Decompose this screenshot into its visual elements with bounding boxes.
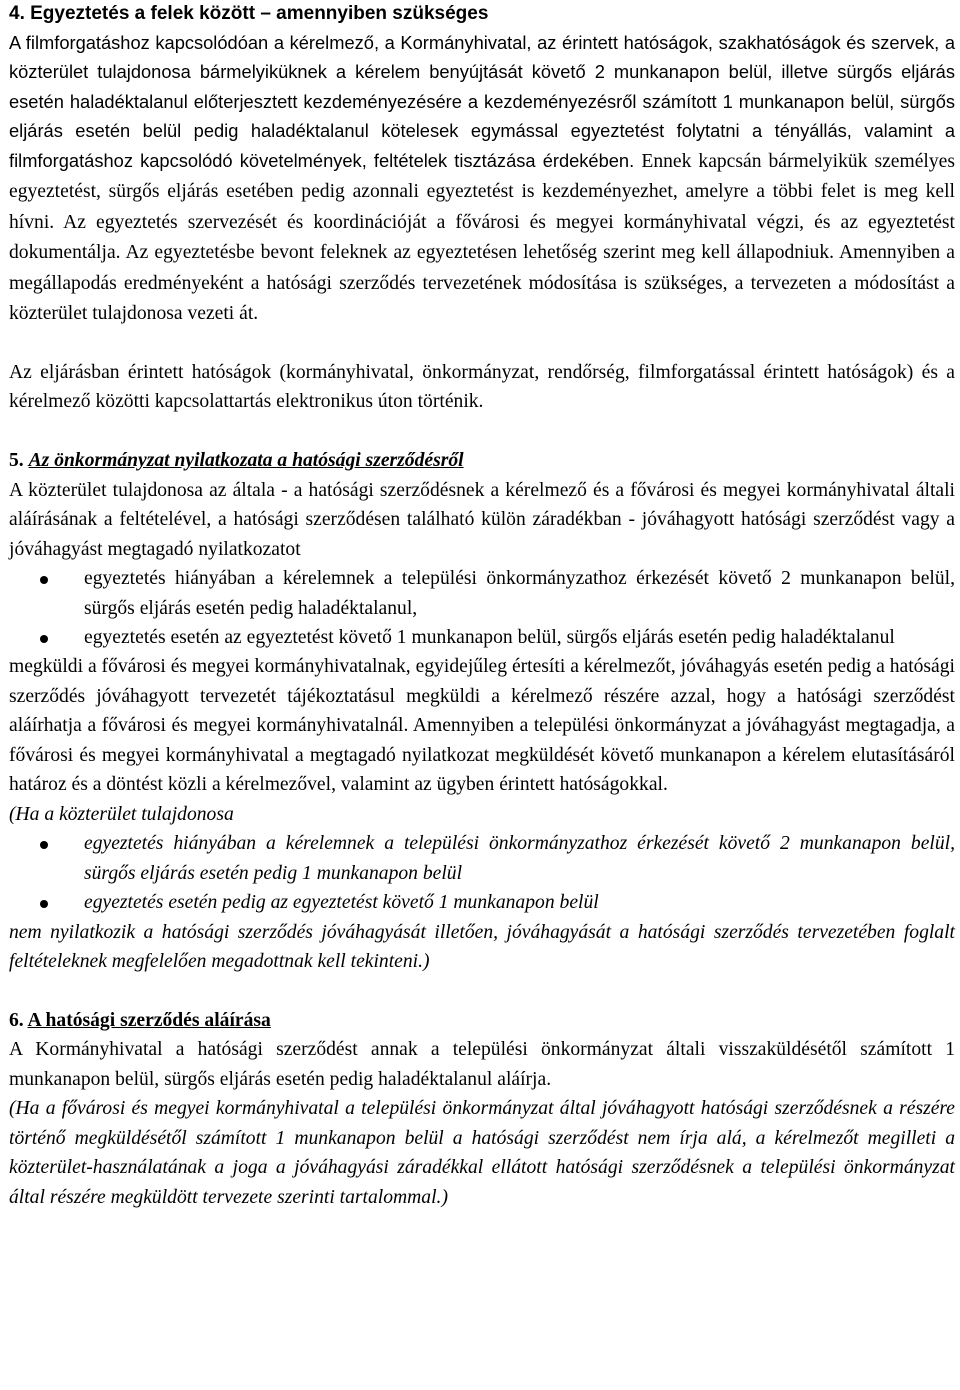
list-item: [9, 888, 955, 917]
section-4-contact-paragraph: Az eljárásban érintett hatóságok (kormányhivatal, önkormányzat, rendőrség, filmforgatással érintett hatóságok) és a kérelmező közötti kapcsolattartás elektronikus úton történik.: [9, 361, 955, 413]
bullet-icon: [40, 635, 48, 643]
section-6-heading: [9, 1006, 955, 1035]
section-6-number: 6.: [9, 1009, 24, 1031]
list-item-text: egyeztetés hiányában a kérelemnek a települési önkormányzathoz érkezését követő 2 munkanapon belül, sürgős eljárás esetén pedig 1 munkanapon belül: [84, 833, 955, 884]
list-item: [9, 564, 955, 623]
list-item-text: egyeztetés hiányában a kérelemnek a települési önkormányzathoz érkezését követő 2 munkanapon belül, sürgős eljárás esetén pedig haladéktalanul,: [84, 568, 955, 619]
list-item-text: egyeztetés esetén pedig az egyeztetést követő 1 munkanapon belül: [84, 892, 599, 914]
spacer: [9, 417, 955, 446]
bullet-icon: [40, 900, 48, 908]
section-5-italic-after: nem nyilatkozik a hatósági szerződés jóváhagyását illetően, jóváhagyását a hatósági szerződés tervezetében foglalt feltételeknek megfelelően megadottnak kell tekinteni.): [9, 921, 955, 973]
section-5-heading: [9, 446, 955, 475]
section-5-after: megküldi a fővárosi és megyei kormányhivatalnak, egyidejűleg értesíti a kérelmezőt, jóváhagyás esetén pedig a hatósági szerződés jóváhagyott tervezetét tájékoztatásul megküldi a kérelmező részére azzal, hogy a hatósági szerződést aláírhatja a fővárosi és megyei kormányhivatalnál. Amennyiben a települési önkormányzat a jóváhagyást megtagadja, a fővárosi és megyei kormányhivatal a megtagadó nyilatkozat megküldését követő munkanapon a kérelem elutasításáról határoz és a döntést közli a kérelmezővel, valamint az ügyben érintett hatóságokkal.: [9, 656, 955, 796]
list-item: [9, 829, 955, 888]
list-item-text: egyeztetés esetén az egyeztetést követő 1 munkanapon belül, sürgős eljárás esetén pedig haladéktalanul: [84, 627, 895, 649]
section-5-number: 5.: [9, 450, 24, 472]
spacer: [9, 976, 955, 1005]
spacer: [9, 329, 955, 358]
section-6-title: A hatósági szerződés aláírása: [27, 1009, 271, 1031]
section-6-paragraph: A Kormányhivatal a hatósági szerződést annak a települési önkormányzat általi visszaküldésétől számított 1 munkanapon belül, sürgős eljárás esetén pedig haladéktalanul aláírja.: [9, 1039, 955, 1090]
section-4-paragraph-sans-text: A filmforgatáshoz kapcsolódóan a kérelmező, a Kormányhivatal, az érintett hatóságok, szakhatóságok és szervek, a közterület tulajdonosa bármelyiküknek a kérelem benyújtását követő 2 munkanapon belül, illetve sürgős eljárás esetén haladéktalanul előterjesztett kezdeményezésére a kezdeményezésről számított 1 munkanapon belül, sürgős eljárás esetén belül pedig haladéktalanul kötelesek egymással egyeztetést folytatni a tényállás, valamint a filmforgatáshoz kapcsolódó követelmények, feltételek tisztázása érdekében.: [9, 32, 955, 171]
document-page: [9, 0, 955, 1212]
section-6-italic-paragraph: (Ha a fővárosi és megyei kormányhivatal a települési önkormányzat által jóváhagyott hatósági szerződésnek a részére történő megküldésétől számított 1 munkanapon belül a hatósági szerződést nem írja alá, a kérelmezőt megilleti a közterület-használatának a joga a jóváhagyási záradékkal ellátott hatósági szerződésnek a települési önkormányzat által részére megküldött tervezete szerinti tartalommal.): [9, 1098, 955, 1208]
section-4-paragraph-sans: [9, 28, 955, 329]
section-5-bullet-list: [9, 564, 955, 652]
section-5-intro: A közterület tulajdonosa az általa - a hatósági szerződésnek a kérelmező és a fővárosi és megyei kormányhivatal általi aláírásának a feltételével, a hatósági szerződésen található külön záradékban - jóváhagyott hatósági szerződést vagy a jóváhagyást megtagadó nyilatkozatot: [9, 479, 955, 560]
section-4-paragraph-serif: Ennek kapcsán bármelyikük személyes egyeztetést, sürgős eljárás esetében pedig azonnali egyeztetést is kezdeményezhet, amelyre a többi felet is meg kell hívni. Az egyeztetés szervezését és koordinációját a fővárosi és megyei kormányhivatal végzi, és az egyeztetést dokumentálja. Az egyeztetésbe bevont feleknek az egyeztetésen lehetőség szerint meg kell állapodniuk. Amennyiben a megállapodás eredményeként a hatósági szerződés tervezetének módosítása is szükséges, a tervezeten a módosítást a közterület tulajdonosa vezeti át.: [9, 150, 955, 325]
section-5-italic-intro: (Ha a közterület tulajdonosa: [9, 803, 234, 825]
bullet-icon: [40, 576, 48, 584]
section-5-italic-bullet-list: [9, 829, 955, 917]
section-5-title: Az önkormányzat nyilatkozata a hatósági szerződésről: [28, 450, 464, 472]
bullet-icon: [40, 841, 48, 849]
list-item: [9, 623, 955, 652]
section-4-title: 4. Egyeztetés a felek között – amennyiben szükséges: [9, 3, 489, 24]
